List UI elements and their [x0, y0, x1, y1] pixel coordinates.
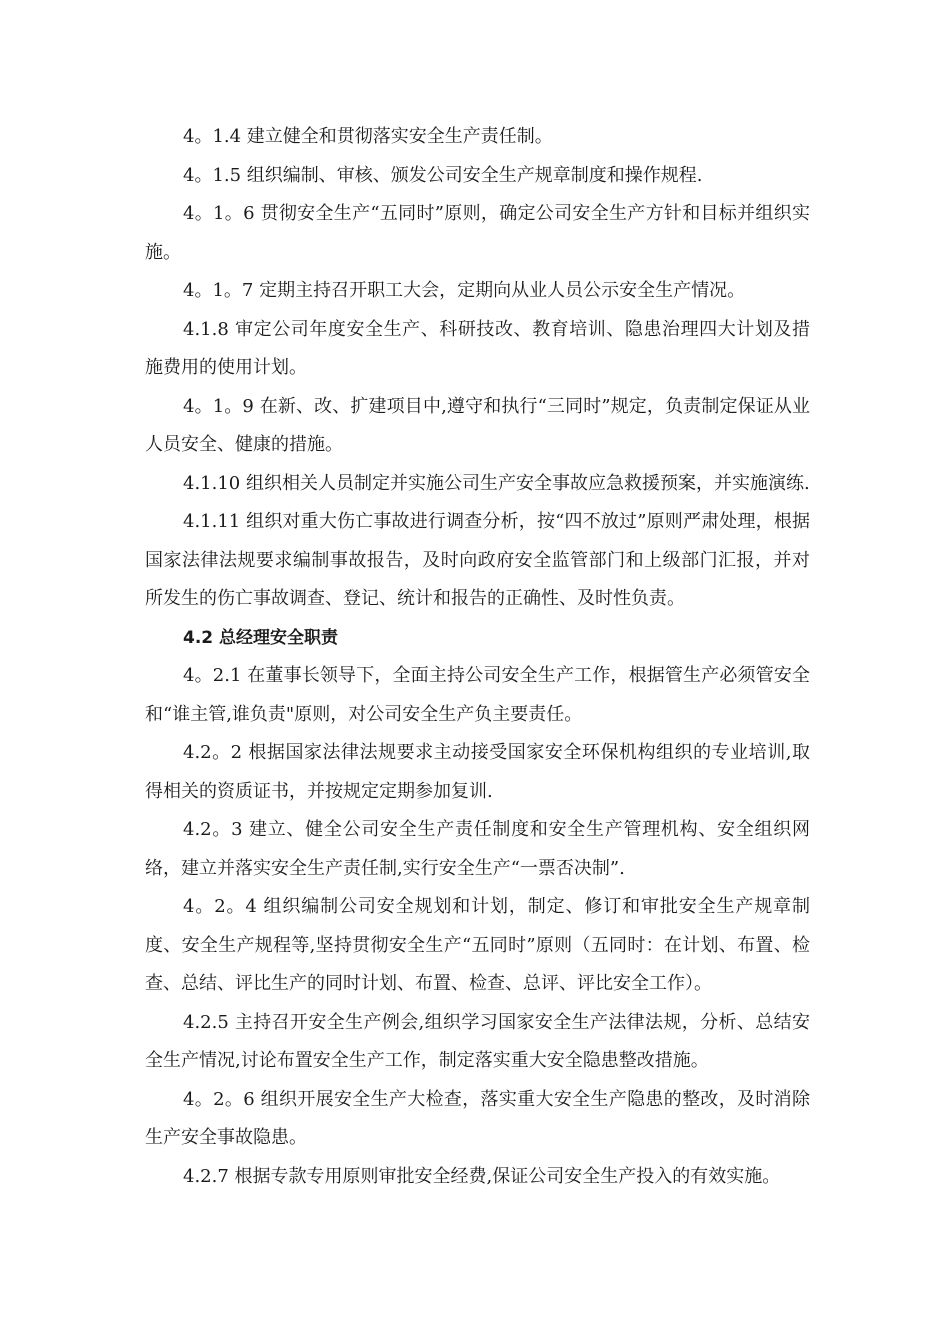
clause-4-2-2: 4.2。2 根据国家法律法规要求主动接受国家安全环保机构组织的专业培训,取得相关的资质证书，并按规定定期参加复训.: [145, 742, 810, 802]
clause-4-1-5: 4。1.5 组织编制、审核、颁发公司安全生产规章制度和操作规程.: [183, 164, 703, 186]
clause-4-1-10: 4.1.10 组织相关人员制定并实施公司生产安全事故应急救援预案，并实施演练.: [183, 472, 810, 494]
section-heading-4-2: 4.2 总经理安全职责: [183, 627, 339, 648]
clause-4-1-9: 4。1。9 在新、改、扩建项目中,遵守和执行“三同时”规定，负责制定保证从业人员安全、健康的措施。: [145, 395, 810, 455]
clause-4-1-4: 4。1.4 建立健全和贯彻落实安全生产责任制。: [183, 126, 553, 147]
document-page: [145, 118, 810, 1196]
clause-4-1-6: 4。1。6 贯彻安全生产“五同时”原则，确定公司安全生产方针和目标并组织实施。: [145, 203, 810, 263]
clause-4-2-1: 4。2.1 在董事长领导下，全面主持公司安全生产工作，根据管生产必须管安全和“谁主管,谁负责"原则，对公司安全生产负主要责任。: [145, 665, 810, 725]
clause-4-2-3: 4.2。3 建立、健全公司安全生产责任制度和安全生产管理机构、安全组织网络，建立并落实安全生产责任制,实行安全生产“一票否决制”.: [145, 819, 810, 879]
clause-4-2-6: 4。2。6 组织开展安全生产大检查，落实重大安全生产隐患的整改，及时消除生产安全事故隐患。: [145, 1088, 810, 1148]
clause-4-1-8: 4.1.8 审定公司年度安全生产、科研技改、教育培训、隐患治理四大计划及措施费用的使用计划。: [145, 318, 810, 378]
clause-4-2-4: 4。2。4 组织编制公司安全规划和计划，制定、修订和审批安全生产规章制度、安全生产规程等,坚持贯彻安全生产“五同时”原则（五同时：在计划、布置、检查、总结、评比生产的同时计划、布置、检查、总评、评比安全工作）。: [145, 896, 810, 994]
clause-4-1-11: 4.1.11 组织对重大伤亡事故进行调查分析，按“四不放过”原则严肃处理，根据国家法律法规要求编制事故报告，及时向政府安全监管部门和上级部门汇报，并对所发生的伤亡事故调查、登记、统计和报告的正确性、及时性负责。: [145, 511, 810, 609]
clause-4-2-5: 4.2.5 主持召开安全生产例会,组织学习国家安全生产法律法规，分析、总结安全生产情况,讨论布置安全生产工作，制定落实重大安全隐患整改措施。: [145, 1011, 810, 1071]
clause-4-2-7: 4.2.7 根据专款专用原则审批安全经费,保证公司安全生产投入的有效实施。: [183, 1165, 781, 1187]
clause-4-1-7: 4。1。7 定期主持召开职工大会，定期向从业人员公示安全生产情况。: [183, 280, 746, 301]
